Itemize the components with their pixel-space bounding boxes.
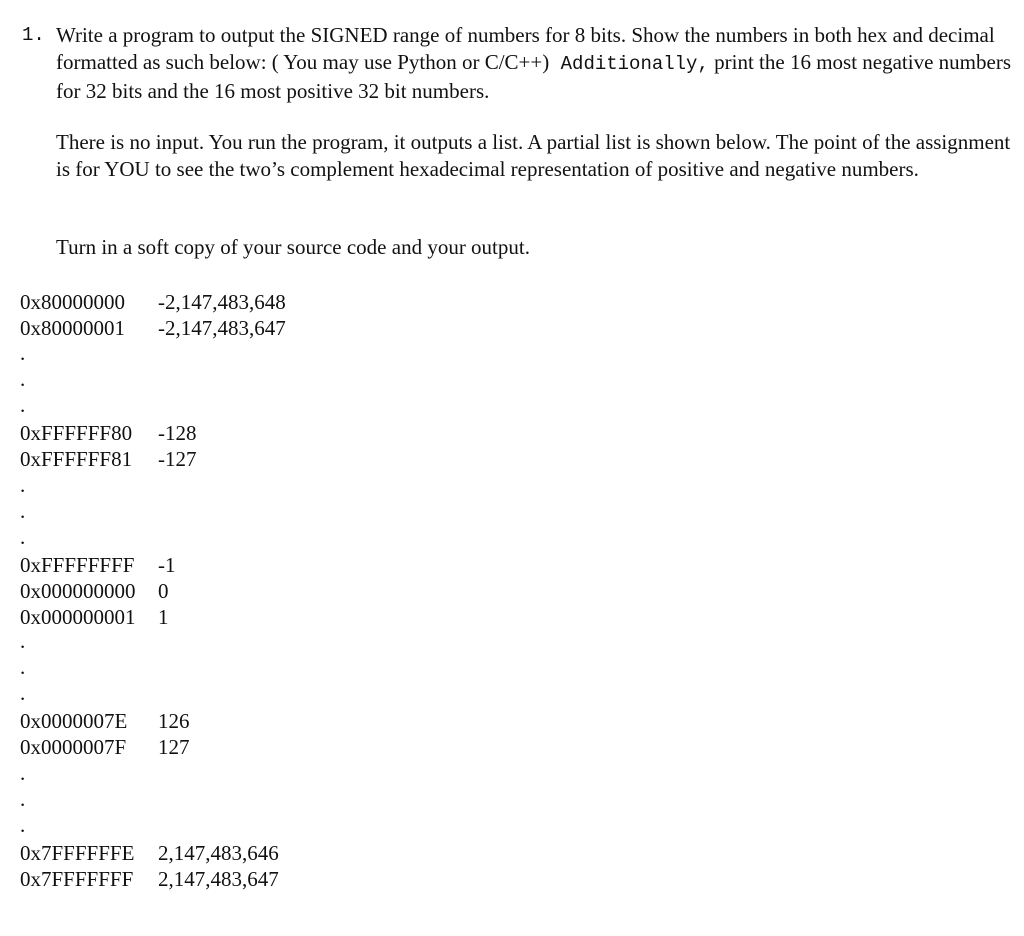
hex-value: 0xFFFFFF80 [20, 421, 133, 445]
decimal-value: 2,147,483,646 [158, 841, 279, 865]
hex-value: 0x000000000 [20, 579, 136, 603]
listing-row [20, 734, 190, 760]
hex-value: 0x0000007F [20, 735, 127, 759]
ellipsis-dot: . [20, 473, 26, 497]
decimal-value: 126 [158, 709, 190, 733]
hex-value: 0xFFFFFFFF [20, 553, 135, 577]
decimal-value: 1 [158, 605, 169, 629]
decimal-value: -128 [158, 421, 197, 445]
ellipsis-dot: . [20, 341, 26, 365]
listing-row [20, 708, 190, 734]
hex-value: 0x7FFFFFFF [20, 867, 134, 891]
hex-value: 0x80000001 [20, 316, 125, 340]
listing-row [20, 446, 197, 472]
ellipsis-dot: . [20, 393, 26, 417]
hex-value: 0x0000007E [20, 709, 128, 733]
decimal-value: -2,147,483,647 [158, 316, 286, 340]
ellipsis-dot: . [20, 813, 26, 837]
decimal-value: 2,147,483,647 [158, 867, 279, 891]
listing-row [20, 866, 279, 892]
listing-row [20, 552, 176, 578]
ellipsis-dot: . [20, 787, 26, 811]
hex-value: 0x7FFFFFFE [20, 841, 135, 865]
decimal-value: -2,147,483,648 [158, 290, 286, 314]
decimal-value: -127 [158, 447, 197, 471]
ellipsis-dot: . [20, 367, 26, 391]
decimal-value: -1 [158, 553, 176, 577]
decimal-value: 127 [158, 735, 190, 759]
ellipsis-dot: . [20, 525, 26, 549]
listing-row [20, 604, 169, 630]
hex-value: 0x80000000 [20, 290, 125, 314]
decimal-value: 0 [158, 579, 169, 603]
instructions-paragraph: There is no input. You run the program, it outputs a list. A partial list is shown below. The point of the assignment is for YOU to see the two’s complement hexadecimal representation of positive and negative numbers. [56, 130, 1011, 181]
ellipsis-dot: . [20, 655, 26, 679]
listing-row [20, 315, 286, 341]
problem-statement [56, 22, 1018, 105]
statement-text: Write a program to output the SIGNED range of numbers for 8 bits. Show the numbers in both hex and decimal formatted as such below: ( You may use Python or C/C++) [56, 23, 995, 74]
hex-value: 0x000000001 [20, 605, 136, 629]
listing-row [20, 578, 169, 604]
statement-mono-text: Additionally, [549, 53, 709, 75]
listing-row [20, 289, 286, 315]
ellipsis-dot: . [20, 499, 26, 523]
ellipsis-dot: . [20, 629, 26, 653]
statement-text-continued: print the 16 most negative numbers for 32 bits and the 16 most positive 32 bit numbers. [56, 50, 1011, 103]
ellipsis-dot: . [20, 761, 26, 785]
hex-value: 0xFFFFFF81 [20, 447, 133, 471]
item-number: 1. [22, 24, 45, 46]
listing-row [20, 840, 279, 866]
submission-paragraph: Turn in a soft copy of your source code and your output. [56, 235, 530, 259]
listing-row [20, 420, 197, 446]
ellipsis-dot: . [20, 681, 26, 705]
